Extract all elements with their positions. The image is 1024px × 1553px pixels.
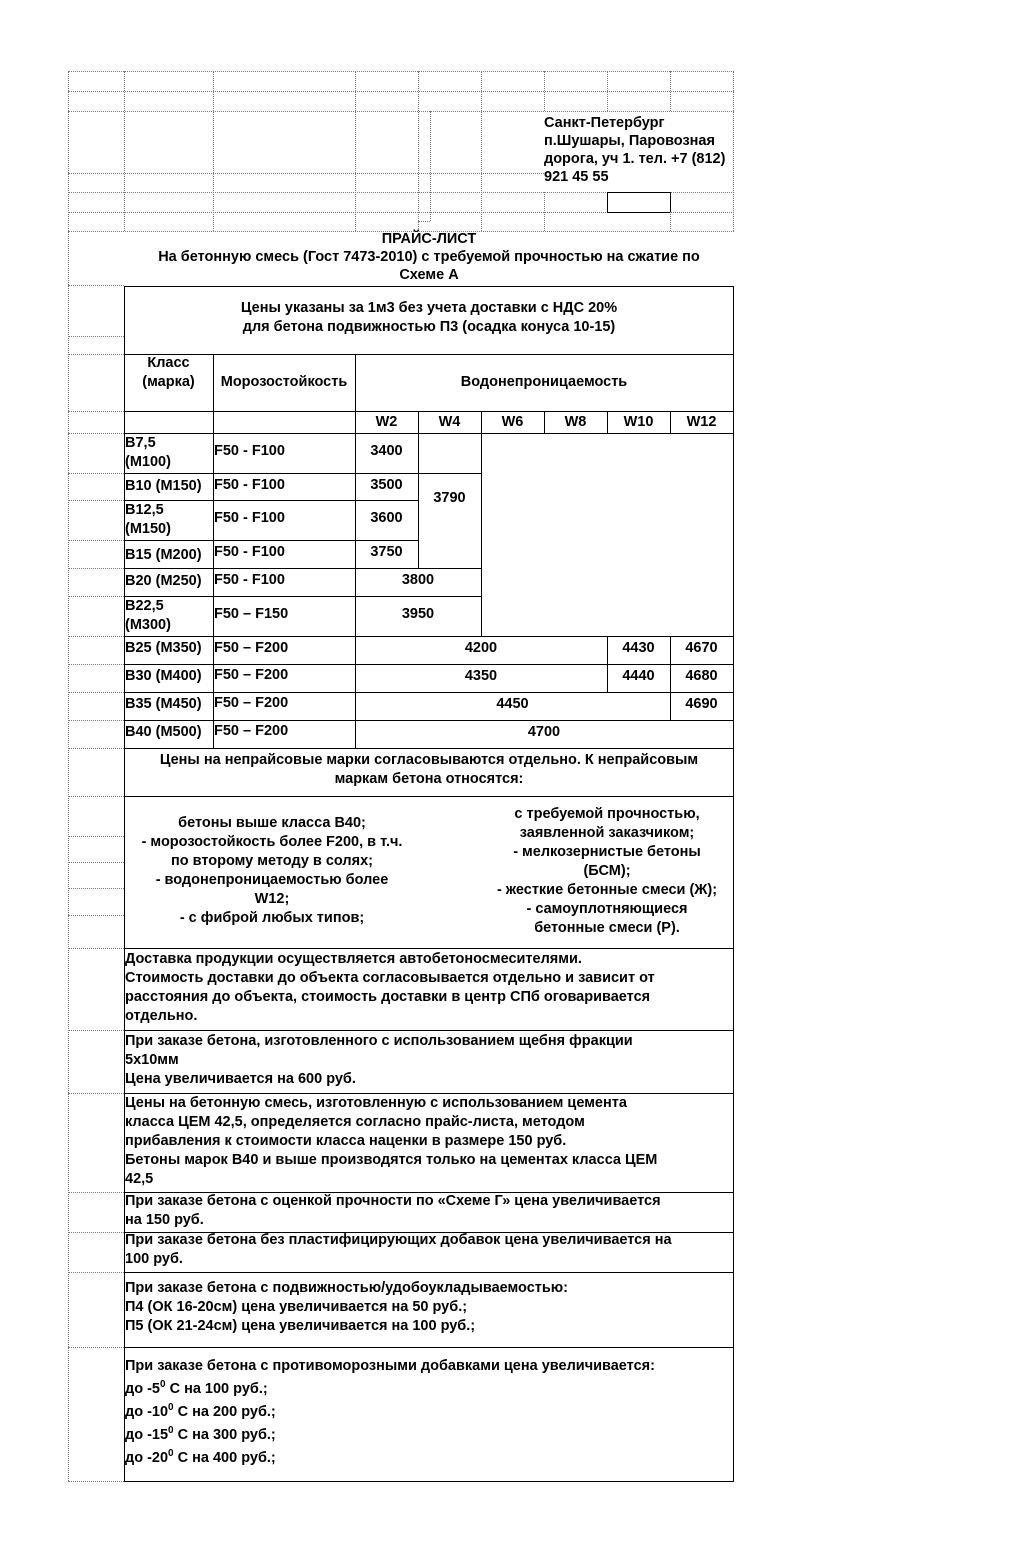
class-label: B22,5 [125, 598, 164, 614]
price-value: 3400 [370, 442, 403, 459]
antifreeze-temp: до -15 [125, 1427, 169, 1443]
price-value: 4200 [464, 639, 498, 656]
frost-value: F50 - F100 [214, 509, 285, 526]
frost-value: F50 - F100 [214, 477, 285, 493]
antifreeze-price: С на 300 руб.; [173, 1427, 276, 1443]
w-header: W10 [623, 414, 654, 430]
frost-value: F50 - F100 [214, 571, 285, 588]
frost-value: F50 - F100 [214, 544, 285, 560]
address-line: 921 45 55 [544, 169, 609, 185]
note-line: При заказе бетона с оценкой прочности по «Схеме Г» цена увеличивается [125, 1193, 661, 1209]
nonprice-item: - жесткие бетонные смеси (Ж); [496, 882, 718, 898]
note-line: П4 (ОК 16-20см) цена увеличивается на 50 руб.; [125, 1299, 468, 1315]
price-value: 3950 [401, 605, 435, 622]
price-value: 4440 [622, 667, 655, 684]
note-line: класса ЦЕМ 42,5, определяется согласно прайс-листа, методом [125, 1114, 585, 1130]
antifreeze-item [125, 1426, 276, 1445]
nonprice-line: маркам бетона относятся: [334, 771, 524, 787]
w-header: W6 [501, 414, 524, 430]
title-subtitle: На бетонную смесь (Гост 7473-2010) с требуемой прочностью на сжатие по [158, 249, 700, 265]
nonprice-item: W12; [254, 891, 290, 907]
w-header: W12 [686, 414, 717, 430]
address-line: п.Шушары, Паровозная [544, 133, 715, 149]
header-water: Водонепроницаемость [460, 374, 628, 390]
class-label: B15 (M200) [125, 546, 202, 563]
class-label: B7,5 [125, 435, 156, 451]
antifreeze-item [125, 1449, 276, 1468]
antifreeze-temp: до -20 [125, 1450, 169, 1466]
price-value: 4670 [685, 639, 718, 656]
nonprice-item: с требуемой прочностью, [514, 806, 700, 822]
price-value: 4430 [622, 639, 655, 656]
note-line: Цена увеличивается на 600 руб. [125, 1071, 356, 1087]
address-line: Санкт-Петербург [544, 115, 665, 131]
price-value-w4-merged: 3790 [433, 490, 466, 506]
note-line: П5 (ОК 21-24см) цена увеличивается на 100 руб.; [125, 1318, 476, 1334]
price-value: 4690 [685, 695, 718, 712]
antifreeze-temp: до -10 [125, 1404, 169, 1420]
nonprice-item: заявленной заказчиком; [519, 825, 695, 841]
degree-sup: 0 [168, 1448, 174, 1460]
note-line: на 150 руб. [125, 1212, 204, 1228]
class-label: B20 (M250) [125, 572, 202, 589]
w-header: W8 [564, 414, 587, 430]
class-label: (M100) [125, 454, 171, 470]
header-frost: Морозостойкость [220, 374, 348, 390]
title-subtitle: Схеме А [399, 267, 459, 283]
table-row-class [125, 500, 213, 540]
note-line: Цены на бетонную смесь, изготовленную с использованием цемента [125, 1095, 627, 1111]
price-value: 4700 [527, 723, 561, 740]
frost-value: F50 – F150 [214, 605, 289, 622]
nonprice-item: (БСМ); [583, 863, 631, 879]
address-line: дорога, уч 1. тел. +7 (812) [544, 151, 726, 167]
nonprice-item: по второму методу в солях; [170, 853, 373, 869]
nonprice-item: бетонные смеси (Р). [534, 920, 680, 936]
nonprice-item: - самоуплотняющиеся [526, 901, 688, 917]
note-line: Цены указаны за 1м3 без учета доставки с НДС 20% [240, 300, 618, 316]
degree-sup: 0 [168, 1425, 174, 1437]
frost-value: F50 – F200 [214, 722, 289, 739]
price-value: 3500 [370, 477, 403, 493]
frost-value: F50 – F200 [214, 666, 289, 683]
class-label: (M300) [125, 617, 171, 633]
w-header: W4 [438, 414, 461, 430]
table-row-class [125, 433, 213, 473]
note-line: Доставка продукции осуществляется автобетоносмесителями. [125, 951, 582, 967]
note-line: При заказе бетона без пластифицирующих добавок цена увеличивается на [125, 1232, 672, 1248]
antifreeze-temp: до -5 [125, 1381, 160, 1397]
note-line: 100 руб. [125, 1251, 183, 1267]
nonprice-item: - с фиброй любых типов; [179, 910, 365, 926]
class-label: B30 (M400) [125, 667, 202, 684]
note-line: При заказе бетона с подвижностью/удобоукладываемостью: [125, 1280, 569, 1296]
degree-sup: 0 [159, 1379, 166, 1391]
price-value: 3800 [401, 571, 435, 588]
header-class-line: Класс [147, 355, 190, 371]
frost-value: F50 – F200 [214, 639, 289, 656]
class-label: B35 (M450) [125, 695, 202, 712]
header-class-line: (марка) [142, 374, 195, 390]
class-label: B40 (M500) [125, 723, 202, 740]
note-line: Стоимость доставки до объекта согласовывается отдельно и зависит от [125, 970, 655, 986]
note-line: расстояния до объекта, стоимость доставки в центр СПб оговаривается [125, 989, 651, 1005]
note-line: 5х10мм [125, 1052, 179, 1068]
nonprice-item: - морозостойкость более F200, в т.ч. [141, 834, 403, 850]
price-value: 4450 [496, 695, 529, 712]
class-label: B12,5 [125, 502, 164, 518]
frost-value: F50 - F100 [214, 442, 285, 459]
header-class [124, 354, 213, 392]
note-line: прибавления к стоимости класса наценки в размере 150 руб. [125, 1133, 567, 1149]
price-value: 3750 [370, 544, 403, 560]
degree-sup: 0 [168, 1402, 174, 1414]
antifreeze-price: С на 400 руб.; [173, 1450, 276, 1466]
nonprice-line: Цены на непрайсовые марки согласовываются отдельно. К непрайсовым [159, 752, 699, 768]
nonprice-item: - водонепроницаемостью более [155, 872, 389, 888]
price-value: 4680 [685, 667, 718, 684]
title-main: ПРАЙС-ЛИСТ [381, 231, 477, 247]
antifreeze-price: С на 100 руб.; [165, 1381, 268, 1397]
note-line: 42,5 [125, 1171, 154, 1187]
antifreeze-item [125, 1380, 268, 1399]
class-label: (M150) [125, 521, 171, 537]
price-value: 3600 [370, 509, 403, 526]
antifreeze-price: С на 200 руб.; [173, 1404, 276, 1420]
nonprice-item: бетоны выше класса В40; [178, 815, 366, 831]
price-value: 4350 [464, 667, 498, 684]
frost-value: F50 – F200 [214, 694, 289, 711]
note-line: При заказе бетона, изготовленного с использованием щебня фракции [125, 1033, 633, 1049]
class-label: B10 (M150) [125, 478, 202, 494]
note-line: Бетоны марок В40 и выше производятся только на цементах класса ЦЕМ [125, 1152, 658, 1168]
nonprice-item: - мелкозернистые бетоны [513, 844, 701, 860]
w-header: W2 [375, 414, 398, 430]
table-row-class [125, 596, 213, 636]
note-line: При заказе бетона с противоморозными добавками цена увеличивается: [125, 1358, 655, 1374]
antifreeze-item [125, 1403, 276, 1422]
note-line: отдельно. [125, 1008, 198, 1024]
note-line: для бетона подвижностью П3 (осадка конуса 10-15) [242, 319, 616, 335]
class-label: B25 (M350) [125, 639, 202, 656]
